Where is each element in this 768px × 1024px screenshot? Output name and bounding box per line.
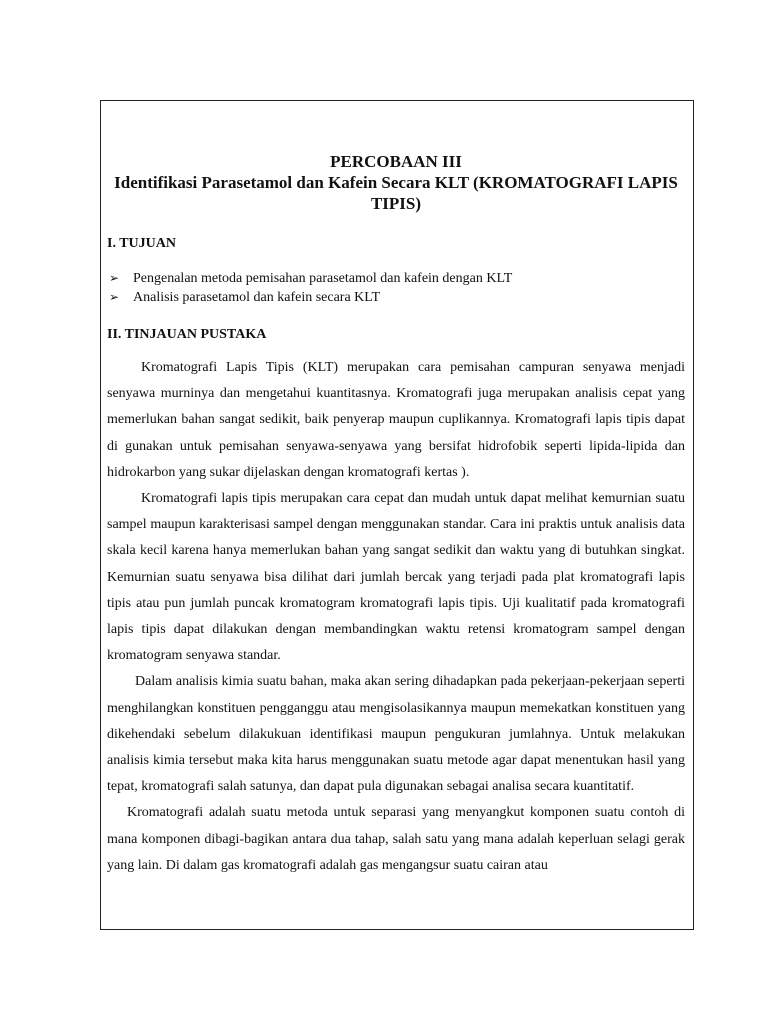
tujuan-bullet-list	[107, 269, 685, 307]
title-line-2: Identifikasi Parasetamol dan Kafein Secara KLT (KROMATOGRAFI LAPIS TIPIS)	[114, 173, 678, 213]
section-heading-tujuan: I. TUJUAN	[107, 236, 176, 251]
paragraph: Kromatografi Lapis Tipis (KLT) merupakan cara pemisahan campuran senyawa menjadi senyawa murninya dan mengetahui kuantitasnya. Kromatografi juga merupakan analisis cepat yang memerlukan bahan sangat sedikit, baik penyerap maupun cuplikannya. Kromatografi lapis tipis dapat di gunakan untuk pemisahan senyawa-senyawa yang bersifat hidrofobik seperti lipida-lipida dan hidrokarbon yang sukar dijelaskan dengan kromatografi kertas ).	[107, 360, 685, 480]
paragraph: Kromatografi lapis tipis merupakan cara cepat dan mudah untuk dapat melihat kemurnian suatu sampel maupun karakterisasi sampel dengan menggunakan standar. Cara ini praktis untuk analisis data skala kecil karena hanya memerlukan bahan yang sangat sedikit dan waktu yang di butuhkan singkat. Kemurnian suatu senyawa bisa dilihat dari jumlah bercak yang terjadi pada plat kromatografi lapis tipis atau pun jumlah puncak kromatogram kromatografi lapis tipis. Uji kualitatif pada kromatografi lapis tipis dapat dilakukan dengan membandingkan waktu retensi kromatogram sampel dengan kromatogram senyawa standar.	[107, 491, 685, 664]
section-heading-tinjauan-pustaka: II. TINJAUAN PUSTAKA	[107, 327, 267, 342]
page-frame	[100, 100, 694, 930]
arrow-bullet-icon: ➢	[109, 290, 120, 304]
list-item	[107, 269, 685, 288]
document-content	[107, 151, 685, 879]
paragraph: Kromatografi adalah suatu metoda untuk separasi yang menyangkut komponen suatu contoh di mana komponen dibagi-bagikan antara dua tahap, salah satu yang mana adalah keperluan selagi gerak yang lain. Di dalam gas kromatografi adalah gas mengangsur suatu cairan atau	[107, 805, 685, 873]
paragraph: Dalam analisis kimia suatu bahan, maka akan sering dihadapkan pada pekerjaan-pekerjaan seperti menghilangkan konstituen pengganggu atau mengisolasikannya maupun memekatkan konstituen yang dikehendaki sebelum dilakukuan identifikasi maupun pengukuran jumlahnya. Untuk melakukan analisis kimia tersebut maka kita harus menggunakan suatu metode agar dapat menentukan hasil yang tepat, kromatografi salah satunya, dan dapat pula digunakan sebagai analisa secara kuantitatif.	[107, 674, 685, 795]
list-item-text: Analisis parasetamol dan kafein secara KLT	[133, 290, 381, 305]
document-title	[107, 151, 685, 214]
list-item-text: Pengenalan metoda pemisahan parasetamol dan kafein dengan KLT	[133, 271, 513, 286]
title-line-1: PERCOBAAN III	[330, 152, 462, 171]
list-item	[107, 288, 685, 307]
arrow-bullet-icon: ➢	[109, 271, 120, 285]
